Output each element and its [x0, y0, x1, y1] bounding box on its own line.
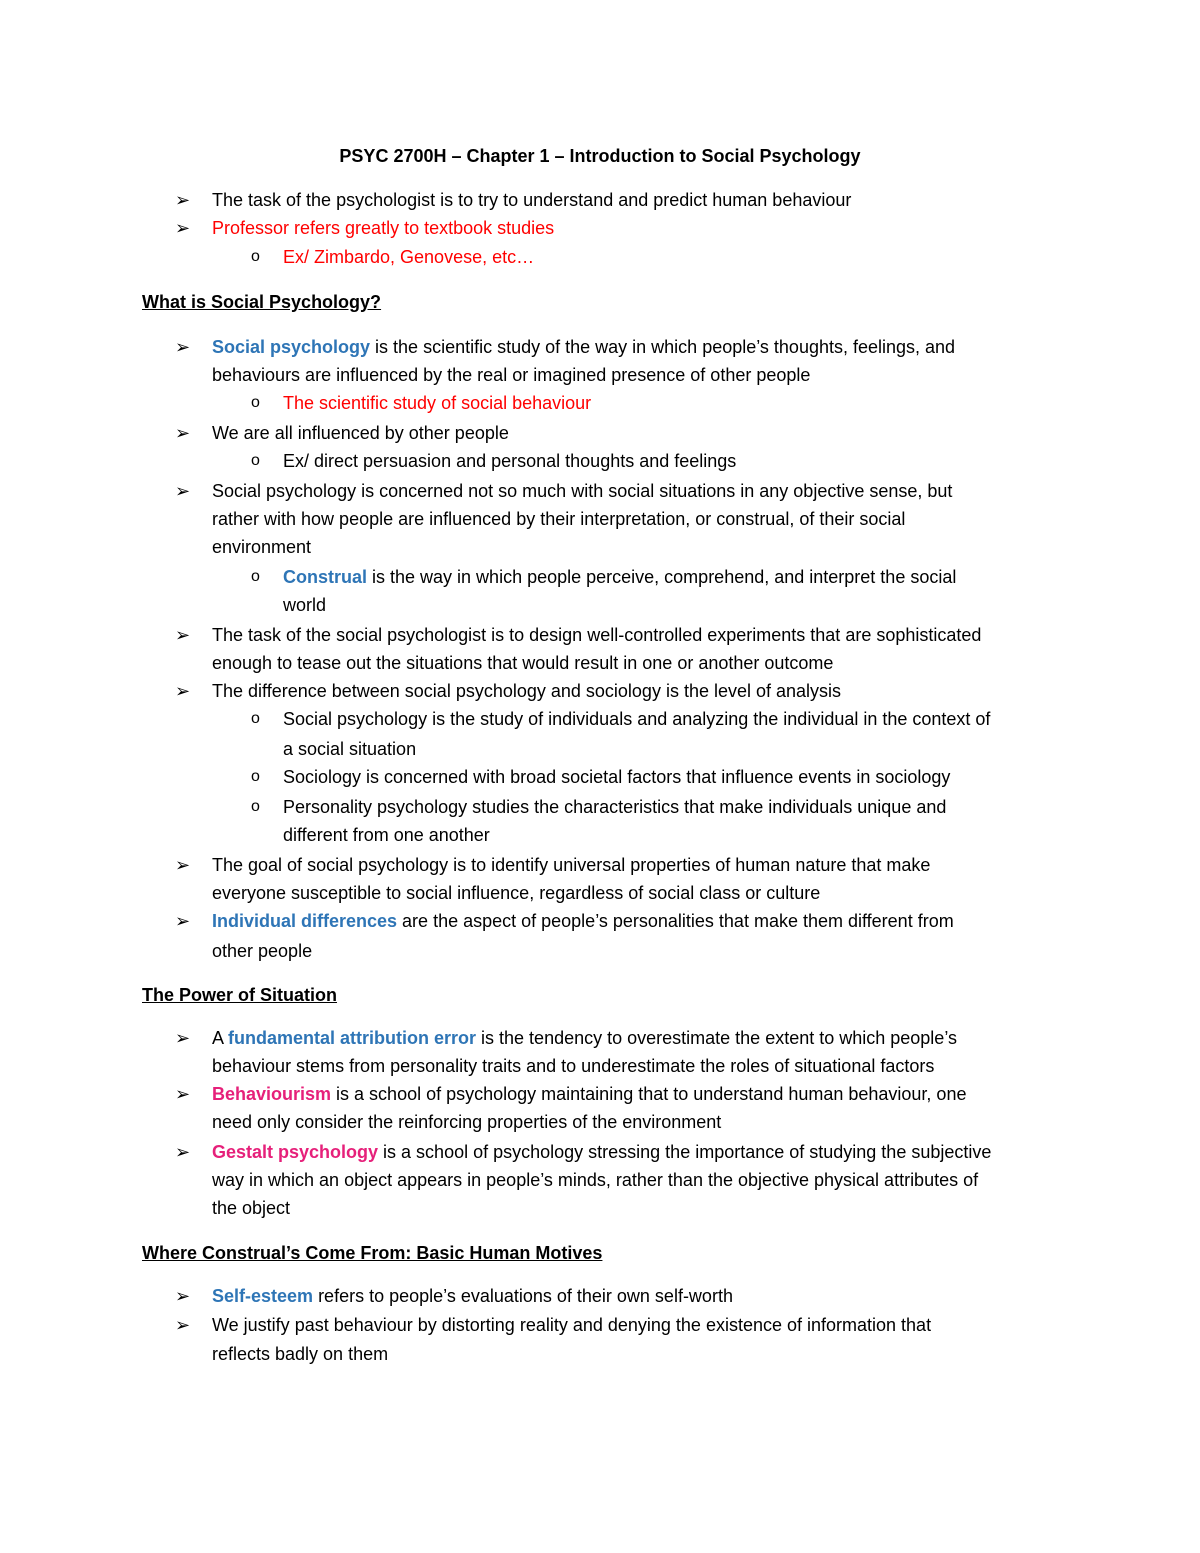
circle-bullet-icon: o — [251, 248, 260, 265]
bullet-continuation: reflects badly on them — [212, 1344, 389, 1364]
circle-bullet-icon: o — [251, 394, 260, 411]
arrow-bullet-icon: ➢ — [175, 1028, 191, 1048]
bullet-continuation: behaviours are influenced by the real or imagined presence of other people — [212, 365, 811, 385]
definition-social-psychology: Social psychology is the scientific study of the way in which people’s thoughts, feelings, and — [212, 337, 956, 357]
bullet: The task of the social psychologist is to design well-controlled experiments that are sophisticated — [212, 625, 982, 645]
circle-bullet-icon: o — [251, 568, 260, 585]
definition-individual-differences: Individual differences are the aspect of people’s personalities that make them different from — [212, 911, 954, 931]
arrow-bullet-icon: ➢ — [175, 625, 191, 645]
sub-bullet: Social psychology is the study of individuals and analyzing the individual in the context of — [283, 709, 991, 729]
intro-bullet-1: The task of the psychologist is to try to understand and predict human behaviour — [212, 190, 852, 210]
section-heading-basic-human-motives: Where Construal’s Come From: Basic Human Motives — [142, 1243, 603, 1263]
circle-bullet-icon: o — [251, 798, 260, 815]
arrow-bullet-icon: ➢ — [175, 190, 191, 210]
arrow-bullet-icon: ➢ — [175, 481, 191, 501]
bullet: The difference between social psychology and sociology is the level of analysis — [212, 681, 842, 701]
term-gestalt-psychology: Gestalt psychology — [212, 1142, 379, 1162]
term-self-esteem: Self-esteem — [212, 1286, 314, 1306]
intro-sub-bullet: Ex/ Zimbardo, Genovese, etc… — [283, 247, 535, 267]
term-behaviourism: Behaviourism — [212, 1084, 332, 1104]
sub-bullet-continuation: world — [283, 595, 327, 615]
bullet-continuation: the object — [212, 1198, 291, 1218]
arrow-bullet-icon: ➢ — [175, 1084, 191, 1104]
definition-self-esteem: Self-esteem refers to people’s evaluations of their own self-worth — [212, 1286, 733, 1306]
sub-bullet: The scientific study of social behaviour — [283, 393, 592, 413]
definition-construal: Construal is the way in which people perceive, comprehend, and interpret the social — [283, 567, 957, 587]
bullet-continuation: way in which an object appears in people’s minds, rather than the objective physical attributes of — [212, 1170, 979, 1190]
bullet: The goal of social psychology is to identify universal properties of human nature that make — [212, 855, 931, 875]
sub-bullet-continuation: different from one another — [283, 825, 490, 845]
page-title: PSYC 2700H – Chapter 1 – Introduction to Social Psychology — [339, 146, 861, 166]
bullet-continuation: environment — [212, 537, 312, 557]
definition-fundamental-attribution-error: A fundamental attribution error is the tendency to overestimate the extent to which people’s — [212, 1028, 957, 1048]
circle-bullet-icon: o — [251, 768, 260, 785]
bullet-continuation: need only consider the reinforcing properties of the environment — [212, 1112, 722, 1132]
arrow-bullet-icon: ➢ — [175, 1286, 191, 1306]
term-construal: Construal — [283, 567, 368, 587]
bullet-continuation: rather with how people are influenced by their interpretation, or construal, of their social — [212, 509, 906, 529]
bullet: We are all influenced by other people — [212, 423, 509, 443]
arrow-bullet-icon: ➢ — [175, 1142, 191, 1162]
bullet-continuation: other people — [212, 941, 313, 961]
arrow-bullet-icon: ➢ — [175, 218, 191, 238]
definition-behaviourism: Behaviourism is a school of psychology maintaining that to understand human behaviour, one — [212, 1084, 967, 1104]
term-social-psychology: Social psychology — [212, 337, 371, 357]
arrow-bullet-icon: ➢ — [175, 337, 191, 357]
bullet-continuation: everyone susceptible to social influence, regardless of social class or culture — [212, 883, 821, 903]
sub-bullet: Sociology is concerned with broad societal factors that influence events in sociology — [283, 767, 951, 787]
circle-bullet-icon: o — [251, 452, 260, 469]
arrow-bullet-icon: ➢ — [175, 681, 191, 701]
section-heading-power-of-situation: The Power of Situation — [142, 985, 338, 1005]
arrow-bullet-icon: ➢ — [175, 911, 191, 931]
bullet-continuation: behaviour stems from personality traits and to underestimate the roles of situational factors — [212, 1056, 935, 1076]
term-individual-differences: Individual differences — [212, 911, 398, 931]
section-heading-what-is-social-psychology: What is Social Psychology? — [142, 292, 382, 312]
circle-bullet-icon: o — [251, 710, 260, 727]
sub-bullet-continuation: a social situation — [283, 739, 417, 759]
bullet: Social psychology is concerned not so much with social situations in any objective sense, but — [212, 481, 953, 501]
arrow-bullet-icon: ➢ — [175, 1315, 191, 1335]
sub-bullet: Personality psychology studies the characteristics that make individuals unique and — [283, 797, 947, 817]
intro-bullet-2: Professor refers greatly to textbook studies — [212, 218, 555, 238]
bullet: We justify past behaviour by distorting reality and denying the existence of information that — [212, 1315, 932, 1335]
arrow-bullet-icon: ➢ — [175, 423, 191, 443]
bullet-continuation: enough to tease out the situations that would result in one or another outcome — [212, 653, 834, 673]
definition-gestalt-psychology: Gestalt psychology is a school of psychology stressing the importance of studying the subjective — [212, 1142, 992, 1162]
sub-bullet: Ex/ direct persuasion and personal thoughts and feelings — [283, 451, 737, 471]
arrow-bullet-icon: ➢ — [175, 855, 191, 875]
term-fundamental-attribution-error: fundamental attribution error — [228, 1028, 477, 1048]
